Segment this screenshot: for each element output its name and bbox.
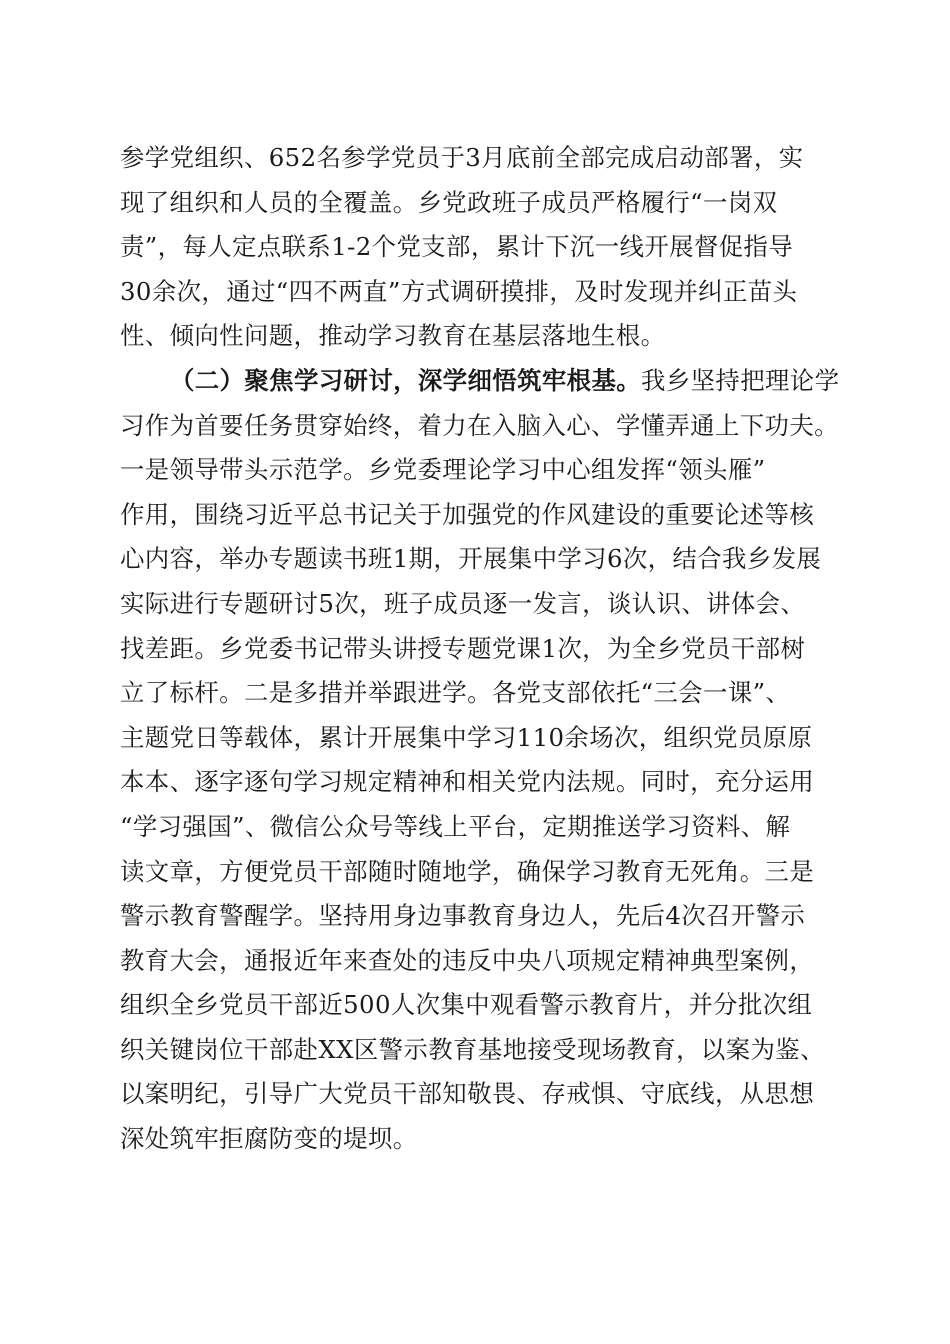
heading-continuation: 我乡坚持把理论学 bbox=[641, 365, 840, 395]
text-line: 读文章，方便党员干部随时随地学，确保学习教育无死角。三是 bbox=[120, 856, 815, 886]
paragraph-2 bbox=[120, 359, 840, 1162]
text-line: 组织全乡党员干部近500人次集中观看警示教育片，并分批次组 bbox=[120, 990, 813, 1020]
text-line: 立了标杆。二是多措并举跟进学。各党支部依托“三会一课”、 bbox=[120, 678, 791, 708]
text-line: 实际进行专题研讨5次，班子成员逐一发言，谈认识、讲体会、 bbox=[120, 588, 806, 618]
text-line: “学习强国”、微信公众号等线上平台，定期推送学习资料、解 bbox=[120, 811, 791, 841]
text-line: 30余次，通过“四不两直”方式调研摸排，及时发现并纠正苗头 bbox=[120, 276, 798, 306]
paragraph-2-first-line bbox=[120, 359, 840, 404]
text-line: 性、倾向性问题，推动学习教育在基层落地生根。 bbox=[120, 321, 666, 351]
paragraph-1 bbox=[120, 136, 832, 359]
text-line: 主题党日等载体，累计开展集中学习110余场次，组织党员原原 bbox=[120, 722, 813, 752]
text-line: 以案明纪，引导广大党员干部知敬畏、存戒惧、守底线，从思想 bbox=[120, 1079, 815, 1109]
text-line: 现了组织和人员的全覆盖。乡党政班子成员严格履行“一岗双 bbox=[120, 187, 778, 217]
text-line: 作用，围绕习近平总书记关于加强党的作风建设的重要论述等核 bbox=[120, 499, 815, 529]
text-line: 责”，每人定点联系1-2个党支部，累计下沉一线开展督促指导 bbox=[120, 232, 794, 262]
text-line: 心内容，举办专题读书班1期，开展集中学习6次，结合我乡发展 bbox=[120, 544, 822, 574]
text-line: 织关键岗位干部赴XX区警示教育基地接受现场教育，以案为鉴、 bbox=[120, 1034, 825, 1064]
text-line: 警示教育警醒学。坚持用身边事教育身边人，先后4次召开警示 bbox=[120, 901, 806, 931]
text-line: 本本、逐字逐句学习规定精神和相关党内法规。同时，充分运用 bbox=[120, 767, 815, 797]
text-line: 深处筑牢拒腐防变的堤坝。 bbox=[120, 1124, 418, 1154]
section-heading: （二）聚焦学习研讨，深学细悟筑牢根基。 bbox=[170, 365, 642, 395]
text-line: 教育大会，通报近年来查处的违反中央八项规定精神典型案例， bbox=[120, 945, 815, 975]
text-line: 找差距。乡党委书记带头讲授专题党课1次，为全乡党员干部树 bbox=[120, 633, 806, 663]
text-line: 习作为首要任务贯穿始终，着力在入脑入心、学懂弄通上下功夫。 bbox=[120, 410, 839, 440]
text-line: 一是领导带头示范学。乡党委理论学习中心组发挥“领头雁” bbox=[120, 455, 766, 485]
body-text bbox=[120, 136, 840, 1162]
text-line: 参学党组织、652名参学党员于3月底前全部完成启动部署，实 bbox=[120, 143, 804, 172]
